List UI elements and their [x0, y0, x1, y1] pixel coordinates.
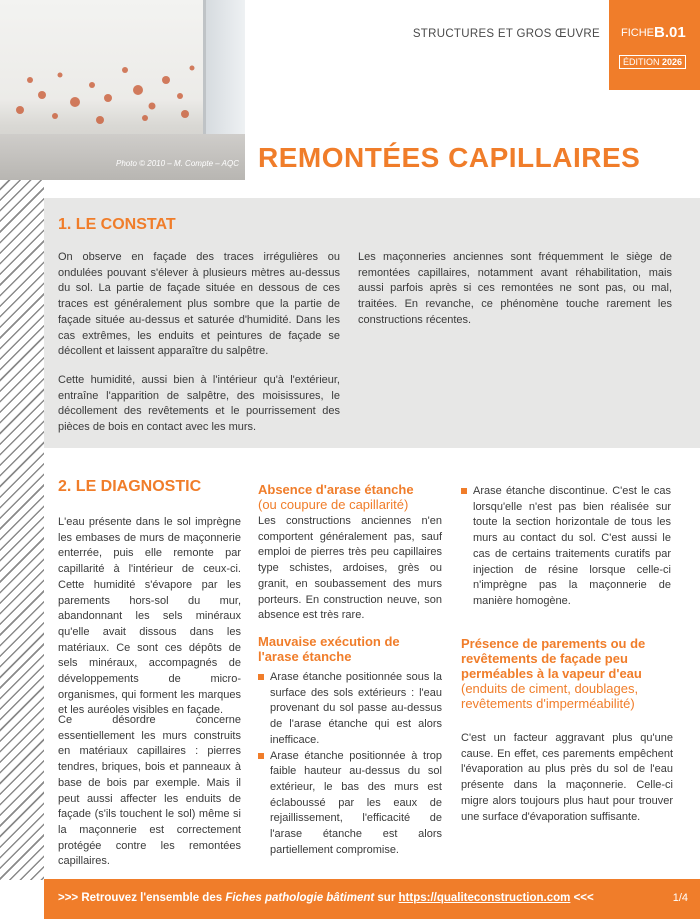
bullet-square-icon	[258, 674, 264, 680]
list-item: Arase étanche positionnée à trop faible hauteur au-dessus du sol extérieur, le bas des murs est éclaboussé par les eaux de rejaillissement, l'efficacité de l'arase étanche est alors partiellement compromise.	[258, 749, 442, 859]
edition-badge	[619, 55, 686, 69]
fiche-code: B.01	[654, 24, 686, 41]
bullet-square-icon	[258, 753, 264, 759]
absence-title	[258, 482, 448, 512]
constat-paragraph-1: On observe en façade des traces irrégulières ou ondulées pouvant s'élever à plusieurs mètres au-dessus du sol. La partie de façade située en dessous de ces traces est généralement plus sombre que la partie de façade située au-dessus et saturée d'humidité. Dans les cas extrêmes, les enduits et peintures de façade se décollent et laissent apparaître du salpêtre.	[58, 251, 340, 358]
footer-link[interactable]: https://qualiteconstruction.com	[398, 892, 571, 904]
category-label: STRUCTURES ET GROS ŒUVRE	[412, 28, 600, 40]
presence-subtitle: (enduits de ciment, doublages, revêtements d'imperméabilité)	[461, 681, 639, 711]
header-photo	[0, 0, 245, 180]
diagnostic-title: 2. LE DIAGNOSTIC	[58, 478, 202, 495]
bullet-square-icon	[461, 488, 467, 494]
fiche-badge	[609, 0, 700, 90]
constat-title: 1. LE CONSTAT	[58, 216, 176, 233]
window	[203, 0, 245, 140]
presence-text: C'est un facteur aggravant plus qu'une cause. En effet, ces parements empêchent l'évaporation au plus près du sol de l'eau présente dans la maçonnerie. Celle-ci migre alors toujours plus haut pour trouver une surface d'évaporation suffisante.	[461, 732, 673, 823]
absence-title-text: Absence d'arase étanche	[258, 482, 414, 497]
edition-label: ÉDITION	[623, 57, 660, 67]
fiche-label: FICHE	[621, 27, 654, 39]
list-item: Arase étanche discontinue. C'est le cas lorsqu'elle n'est pas bien réalisée sur toute la section horizontale de tous les murs au contact du sol. C'est aussi le cas de certains traitements curatifs par injection de résine lorsque celle-ci n'imprègne pas la maçonnerie de manière homogène.	[461, 484, 671, 610]
list-item: Arase étanche positionnée sous la surface des sols extérieurs : l'eau provenant du sol passe au-dessus de l'arase étanche qui est alors inefficace.	[258, 670, 442, 749]
edition-year: 2026	[662, 57, 683, 67]
constat-paragraph-2: Cette humidité, aussi bien à l'intérieur qu'à l'extérieur, entraîne l'apparition de salpêtre, des moisissures, le décollement des revêtements et le pourrissement des pièces de bois en contact avec les murs.	[58, 374, 340, 434]
constat-paragraph-3: Les maçonneries anciennes sont fréquemment le siège de remontées capillaires, notamment avant réhabilitation, mais aussi parfois après si ces remontées ne sont pas, ou mal, traitées. En revanche, ce phénomène touche rarement les constructions récentes.	[358, 251, 672, 326]
footer-bar	[44, 879, 700, 919]
mauvaise-list	[258, 670, 442, 858]
diagnostic-paragraph-1: L'eau présente dans le sol imprègne les embases de murs de maçonnerie enterrée, puis elle remonte par capillarité à l'intérieur de ceux-ci. Cette humidité s'évapore par les parements hors-sol du mur, abandonnant les sels minéraux qu'elle avait dissous dans les matériaux. Ce sont ces dépôts de sels minéraux, accompagnés de développements de micro-organismes, qui forment les marques et les auréoles visibles en façade.	[58, 516, 241, 717]
hatched-margin	[0, 180, 44, 880]
absence-text: Les constructions anciennes n'en comportent généralement pas, sauf emploi de pierres très peu capillaires type schistes, ardoises, grès ou granit, en soubassement des murs porteurs. En construction neuve, son absence est très rare.	[258, 515, 442, 622]
floor	[0, 134, 245, 180]
presence-title-text: Présence de parements ou de revêtements de façade peu perméables à la vapeur d'eau	[461, 636, 646, 681]
discontinue-list	[461, 484, 671, 610]
presence-title	[461, 636, 673, 711]
page-title: REMONTÉES CAPILLAIRES	[258, 142, 641, 173]
absence-subtitle: (ou coupure de capillarité)	[258, 497, 409, 512]
photo-caption: Photo © 2010 – M. Compte – AQC	[116, 159, 239, 168]
footer-text: >>> Retrouvez l'ensemble des Fiches pathologie bâtiment sur https://qualiteconstruction.com <<<	[58, 892, 594, 904]
diagnostic-paragraph-2: Ce désordre concerne essentiellement les murs construits en matériaux capillaires : pierres tendres, briques, bois et panneaux à base de bois par exemple. Mais il peut aussi affecter les enduits de façade (s'ils touchent le sol) même si la maçonnerie est correctement protégée contre les remontées capillaires.	[58, 714, 241, 868]
mauvaise-title: Mauvaise exécution de l'arase étanche	[258, 634, 400, 664]
footer-italic: Fiches pathologie bâtiment	[225, 892, 375, 904]
page-number: 1/4	[672, 892, 688, 904]
